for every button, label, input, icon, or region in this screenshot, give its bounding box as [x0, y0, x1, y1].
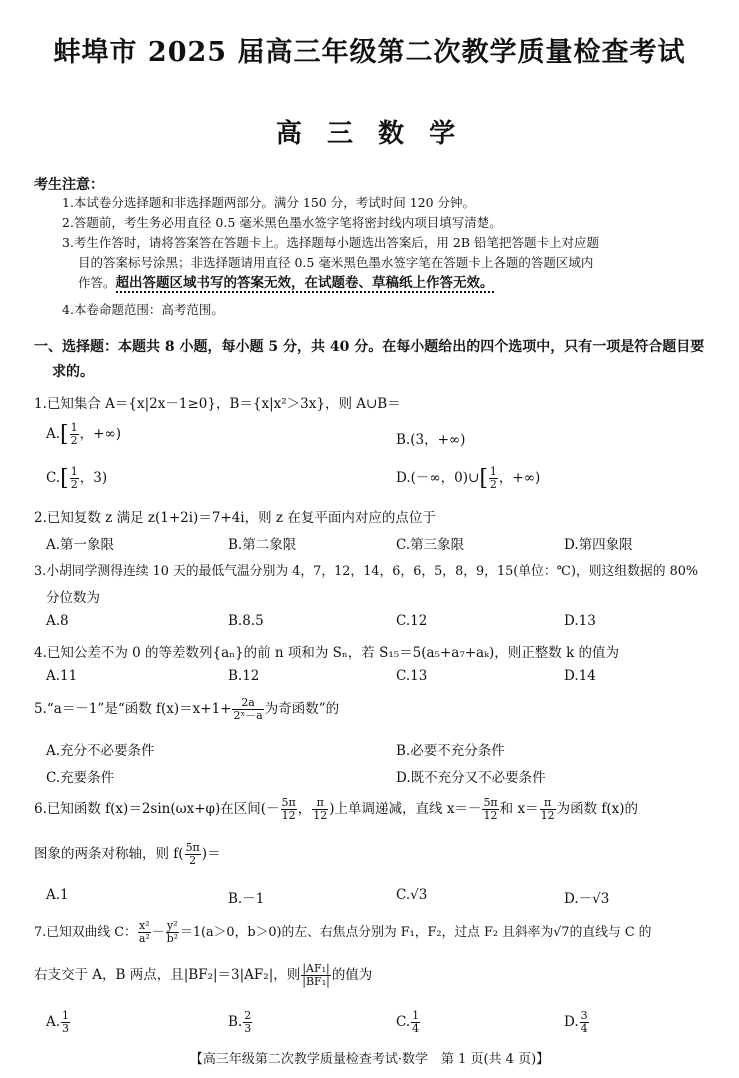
notice-item-1: 1.本试卷分选择题和非选择题两部分。满分 150 分，考试时间 120 分钟。 [62, 195, 476, 210]
q5-option-a: A.充分不必要条件 [46, 743, 155, 759]
q4-option-b: B.12 [228, 668, 260, 684]
q2-option-c: C.第三象限 [396, 537, 465, 553]
notice-item-3-answer: 作答。 [78, 275, 116, 290]
q1-option-c: C.[ $\frac{1}{2}$ ，3) [46, 465, 108, 491]
notice-item-3-line1: 3.考生作答时，请将答案答在答题卡上。选择题每小题选出答案后，用 2B 铅笔把答题卡上对应题 [62, 235, 600, 250]
notice-item-3 [62, 233, 714, 293]
subject-title: 高 三 数 学 [275, 119, 464, 149]
question-3-stem: 3.小胡同学测得连续 10 天的最低气温分别为 4，7，12，14，6，6，5，8，9，15(单位：℃)，则这组数据的 80% [34, 564, 699, 579]
question-6-stem: 6.已知函数 f(x)＝2sin(ωx+φ)在区间(－ $\frac{5\pi}{12}$ ， $\frac{\pi}{12}$ )上单调递减，直线 x＝－ $\frac{5\pi}{12}$ 和 x＝ $\frac{\pi}{12}$ 为函数 f(x)的 [34, 796, 639, 822]
question-7-stem: 7.已知双曲线 C： $\frac{\text{x²}}{\text{a²}}$ － $\frac{\text{y²}}{\text{b²}}$ ＝1(a＞0，b＞0)的左、右焦点分别为 F₁，F₂，过点 F₂ 且斜率为√7的直线与 C 的 [34, 919, 652, 945]
notice-item-4: 4.本卷命题范围：高考范围。 [62, 302, 224, 317]
q3-option-a: A.8 [46, 613, 69, 629]
q7-option-d: D. $\frac{3}{4}$ [564, 1009, 588, 1035]
q7-option-b: B. $\frac{2}{3}$ [228, 1009, 252, 1035]
q2-option-a: A.第一象限 [46, 537, 115, 553]
q6-option-b: B.－1 [228, 891, 265, 907]
section-heading-line2: 求的。 [52, 364, 94, 380]
page-footer: 【高三年级第二次教学质量检查考试·数学 第 1 页(共 4 页)】 [189, 1052, 550, 1067]
q7-option-a: A. $\frac{1}{3}$ [46, 1009, 70, 1035]
q3-option-b: B.8.5 [228, 613, 264, 629]
q7-option-c: C. $\frac{1}{4}$ [396, 1009, 420, 1035]
q4-option-c: C.13 [396, 668, 428, 684]
q3-option-c: C.12 [396, 613, 428, 629]
q1-option-a: A.[ $\frac{1}{2}$ ，+∞) [46, 421, 121, 447]
question-2-stem: 2.已知复数 z 满足 z(1+2i)＝7+4i，则 z 在复平面内对应的点位于 [34, 510, 436, 526]
q6-option-a: A.1 [46, 887, 69, 903]
notice-title: 考生注意： [34, 177, 104, 193]
q2-option-b: B.第二象限 [228, 537, 297, 553]
section-heading [34, 335, 718, 385]
q5-option-b: B.必要不充分条件 [396, 743, 505, 759]
q1-option-d: D.(－∞，0)∪[ $\frac{1}{2}$ ，+∞) [396, 465, 541, 491]
q5-option-d: D.既不充分又不必要条件 [396, 770, 546, 786]
q3-option-d: D.13 [564, 613, 596, 629]
question-1-stem: 1.已知集合 A＝{x|2x－1≥0}，B＝{x|x²＞3x}，则 A∪B＝ [34, 396, 401, 412]
exam-title: 蚌埠市 2025 届高三年级第二次教学质量检查考试 [53, 37, 686, 68]
section-heading-line1: 一、选择题：本题共 8 小题，每小题 5 分，共 40 分。在每小题给出的四个选项中，只有一项是符合题目要 [34, 339, 705, 355]
question-7-stem-2: 右支交于 A，B 两点，且|BF₂|＝3|AF₂|，则 $\frac{\text{|AF₁|}}{\text{|BF₁|}}$ 的值为 [34, 962, 373, 988]
q6-option-d: D.－√3 [564, 891, 610, 907]
q4-option-d: D.14 [564, 668, 596, 684]
notice-item-3-line3 [62, 273, 714, 293]
question-5-stem: 5.“a＝－1”是“函数 f(x)＝x+1+ $\frac{2a}{\text{2ˣ－a}}$ 为奇函数”的 [34, 696, 340, 722]
q4-option-a: A.11 [46, 668, 78, 684]
q5-option-c: C.充要条件 [46, 770, 115, 786]
q6-option-c: C.√3 [396, 887, 428, 903]
q2-option-d: D.第四象限 [564, 537, 633, 553]
notice-item-3-line2: 目的答案标号涂黑；非选择题请用直径 0.5 毫米黑色墨水签字笔在答题卡上各题的答题区域内 [78, 255, 594, 270]
notice-item-2: 2.答题前，考生务必用直径 0.5 毫米黑色墨水签字笔将密封线内项目填写清楚。 [62, 215, 502, 230]
question-3-stem-2: 分位数为 [46, 590, 100, 606]
question-4-stem: 4.已知公差不为 0 的等差数列{aₙ}的前 n 项和为 Sₙ，若 S₁₅＝5(a₅+a₇+aₖ)，则正整数 k 的值为 [34, 645, 620, 661]
q1-option-b: B.(3，+∞) [396, 432, 466, 448]
question-6-stem-2: 图象的两条对称轴，则 f( $\frac{5\pi}{2}$ )＝ [34, 841, 221, 867]
notice-warning: 超出答题区域书写的答案无效，在试题卷、草稿纸上作答无效。 [115, 275, 494, 291]
